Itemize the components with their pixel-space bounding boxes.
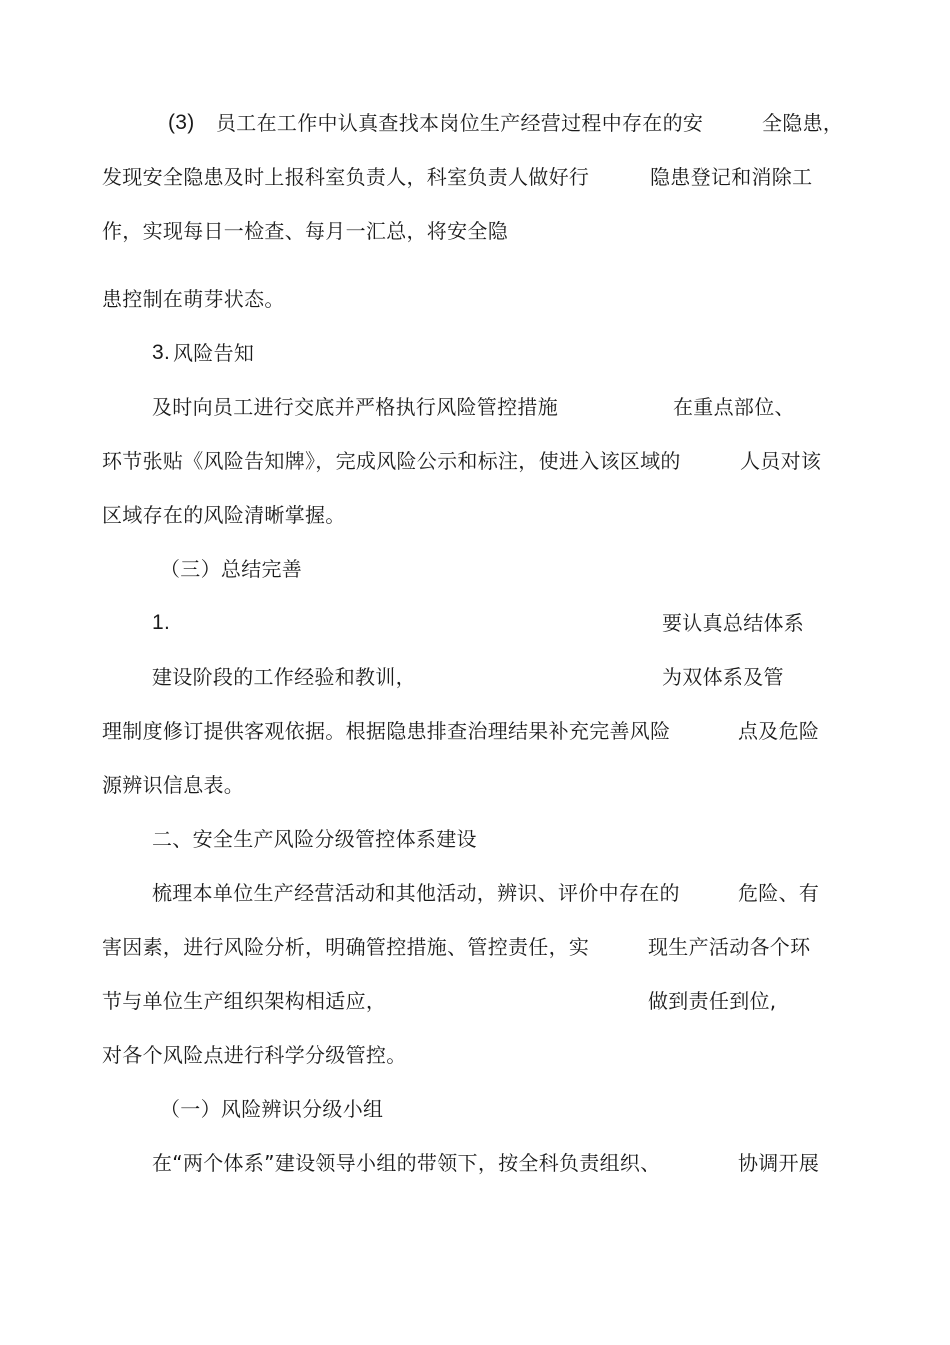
text-segment: 建设阶段的工作经验和教训， xyxy=(152,665,416,689)
text-segment: 患控制在萌芽状态。 xyxy=(102,287,285,311)
text-segment: 现生产活动各个环 xyxy=(648,935,811,959)
text-segment: 点及危险 xyxy=(738,719,820,743)
text-segment: 危险、有 xyxy=(738,881,820,905)
text-segment: 全隐患， xyxy=(762,111,844,135)
text-segment: 节与单位生产组织架构相适应， xyxy=(102,989,387,1013)
item-number: (3) xyxy=(168,111,195,134)
heading-text: 二、安全生产风险分级管控体系建设 xyxy=(152,827,477,851)
text-segment: 为双体系及管 xyxy=(662,665,784,689)
item-number: 3. xyxy=(152,341,171,364)
text-segment: 及时向员工进行交底并严格执行风险管控措施 xyxy=(152,395,558,419)
text-segment: 对各个风险点进行科学分级管控。 xyxy=(102,1043,407,1067)
text-segment: 员工在工作中认真查找本岗位生产经营过程中存在的安 xyxy=(216,111,704,135)
text-segment: 发现安全隐患及时上报科室负责人，科室负责人做好行 xyxy=(102,165,590,189)
heading-text: 风险告知 xyxy=(173,341,255,365)
text-segment: 作，实现每日一检查、每月一汇总，将安全隐 xyxy=(102,219,508,243)
text-segment: 梳理本单位生产经营活动和其他活动，辨识、评价中存在的 xyxy=(152,881,680,905)
text-segment: 在“两个体系”建设领导小组的带领下，按全科负责组织、 xyxy=(152,1151,661,1175)
text-segment: 人员对该 xyxy=(740,449,822,473)
heading-text: （一）风险辨识分级小组 xyxy=(160,1097,384,1121)
item-number: 1. xyxy=(152,611,171,634)
text-segment: 隐患登记和消除工 xyxy=(650,165,813,189)
text-segment: 要认真总结体系 xyxy=(662,611,805,635)
text-segment: 做到责任到位, xyxy=(648,989,777,1013)
heading-text: （三）总结完善 xyxy=(160,557,303,581)
text-segment: 理制度修订提供客观依据。根据隐患排查治理结果补充完善风险 xyxy=(102,719,671,743)
text-segment: 协调开展 xyxy=(738,1151,820,1175)
text-segment: 害因素，进行风险分析，明确管控措施、管控责任，实 xyxy=(102,935,590,959)
text-segment: 源辨识信息表。 xyxy=(102,773,245,797)
text-segment: 环节张贴《风险告知牌》，完成风险公示和标注，使进入该区域的 xyxy=(102,449,681,473)
text-segment: 在重点部位、 xyxy=(673,395,795,419)
text-segment: 区域存在的风险清晰掌握。 xyxy=(102,503,346,527)
